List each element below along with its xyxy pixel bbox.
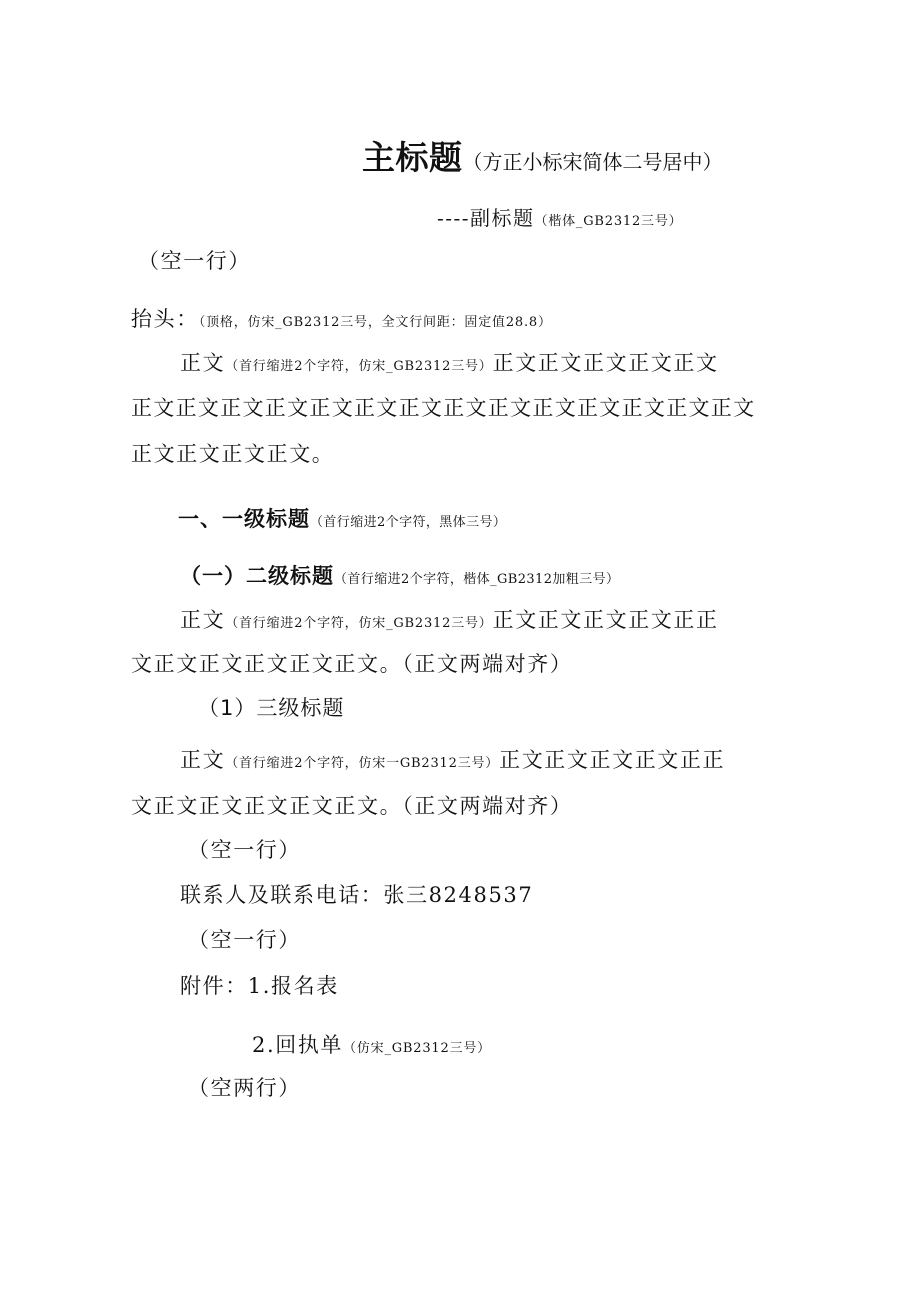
blank-lines-placeholder: （空两行）	[188, 1076, 301, 1100]
heading-1-text: 一、一级标题	[178, 507, 310, 531]
paragraph-lead: 正文	[180, 608, 226, 632]
paragraph-note: （首行缩进2个字符，仿宋一GB2312三号）	[225, 756, 500, 771]
salutation-text: 抬头：	[131, 307, 199, 331]
paragraph-lead: 正文	[180, 748, 226, 772]
subtitle	[437, 208, 682, 228]
attachment-2-text: 2.回执单	[252, 1033, 344, 1057]
paragraph-text: 正文正文正文正文正文	[492, 351, 719, 375]
paragraph-text: 正文正文正文正文正正	[499, 748, 726, 772]
salutation-note: （顶格，仿宋_GB2312三号，全文行间距：固定值28.8）	[198, 315, 552, 330]
attachment-item-2	[252, 1035, 491, 1056]
paragraph-1-line-3: 正文正文正文正文。	[131, 442, 335, 466]
heading-1-note: （首行缩进2个字符，黑体三号）	[310, 515, 507, 530]
contact-line: 联系人及联系电话：张三8248537	[180, 883, 534, 907]
paragraph-1-line-2: 正文正文正文正文正文正文正文正文正文正文正文正文正文正文	[131, 396, 756, 420]
paragraph-3-line-1	[180, 750, 725, 771]
blank-line-placeholder: （空一行）	[188, 928, 301, 952]
heading-2-note: （首行缩进2个字符，楷体_GB2312加粗三号）	[334, 572, 620, 587]
heading-level-3: （1）三级标题	[198, 696, 345, 720]
paragraph-3-line-2: 文正文正文正文正文正文。（正文两端对齐）	[131, 794, 573, 818]
paragraph-note: （首行缩进2个字符，仿宋_GB2312三号）	[225, 359, 493, 374]
main-title	[362, 138, 723, 177]
subtitle-note: （楷体_GB2312三号）	[534, 214, 683, 229]
paragraph-lead: 正文	[180, 351, 226, 375]
paragraph-note: （首行缩进2个字符，仿宋_GB2312三号）	[225, 616, 493, 631]
blank-line-placeholder: （空一行）	[188, 838, 301, 862]
blank-line-placeholder: （空一行）	[138, 249, 251, 273]
heading-level-1	[178, 509, 506, 530]
paragraph-2-line-1	[180, 610, 719, 631]
heading-2-text: （一）二级标题	[180, 564, 334, 588]
paragraph-2-line-2: 文正文正文正文正文正文。（正文两端对齐）	[131, 652, 573, 676]
main-title-note: （方正小标宋简体二号居中）	[462, 150, 723, 174]
paragraph-1-line-1	[180, 353, 719, 374]
subtitle-text: ----副标题	[437, 206, 535, 230]
heading-level-2	[180, 566, 619, 587]
paragraph-text: 正文正文正文正文正正	[492, 608, 719, 632]
salutation	[131, 309, 552, 330]
attachment-2-note: （仿宋_GB2312三号）	[343, 1041, 491, 1056]
attachment-item-1: 附件：1.报名表	[180, 974, 339, 998]
main-title-text: 主标题	[362, 138, 463, 177]
